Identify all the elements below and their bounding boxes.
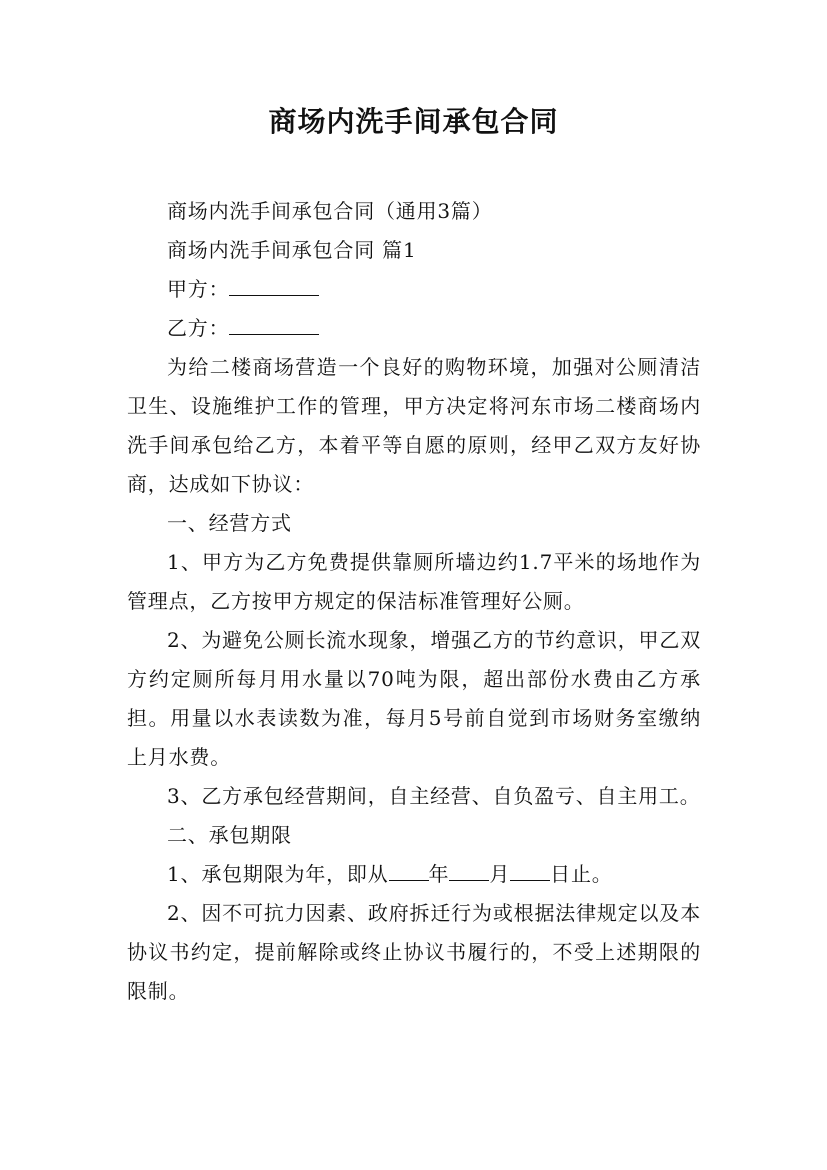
- party-b-blank: [229, 312, 319, 335]
- document-title: 商场内洗手间承包合同: [268, 105, 559, 138]
- party-a-blank: [229, 273, 319, 296]
- intro-paragraph: 为给二楼商场营造一个良好的购物环境，加强对公厕清洁卫生、设施维护工作的管理，甲方决定将河东市场二楼商场内洗手间承包给乙方，本着平等自愿的原则，经甲乙双方友好协商，达成如下协议：: [127, 355, 701, 496]
- party-b-line: [127, 309, 701, 348]
- section-2-item-1: [127, 855, 701, 894]
- heading-part-1: 商场内洗手间承包合同 篇1: [167, 238, 417, 262]
- section-1-heading: 一、经营方式: [167, 511, 292, 535]
- term-suffix: 日止。: [550, 862, 613, 886]
- section-1-item-3: 3、乙方承包经营期间，自主经营、自负盈亏、自主用工。: [167, 784, 701, 808]
- section-2-item-2: 2、因不可抗力因素、政府拆迁行为或根据法律规定以及本协议书约定，提前解除或终止协议书履行的，不受上述期限的限制。: [127, 901, 701, 1003]
- year-label: 年: [428, 862, 450, 886]
- year-blank: [389, 858, 429, 881]
- section-1-item-1: 1、甲方为乙方免费提供靠厕所墙边约1.7平米的场地作为管理点，乙方按甲方规定的保洁标准管理好公厕。: [127, 550, 701, 613]
- party-a-line: [127, 270, 701, 309]
- term-prefix: 1、承包期限为年，即从: [167, 862, 389, 886]
- party-a-label: 甲方：: [167, 277, 230, 301]
- day-blank: [510, 858, 550, 881]
- month-label: 月: [489, 862, 511, 886]
- heading-general: 商场内洗手间承包合同（通用3篇）: [167, 199, 493, 223]
- section-1-item-2: 2、为避免公厕长流水现象，增强乙方的节约意识，甲乙双方约定厕所每月用水量以70吨为限，超出部份水费由乙方承担。用量以水表读数为准，每月5号前自觉到市场财务室缴纳上月水费。: [127, 628, 701, 769]
- month-blank: [449, 858, 489, 881]
- document-body: [127, 192, 701, 1011]
- party-b-label: 乙方：: [167, 316, 230, 340]
- section-2-heading: 二、承包期限: [167, 823, 292, 847]
